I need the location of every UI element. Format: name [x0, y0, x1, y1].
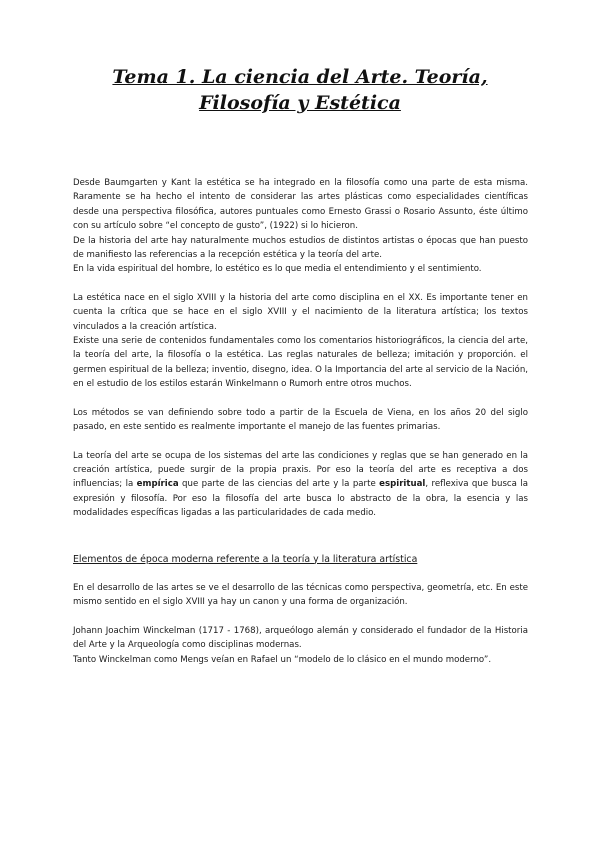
title-line-1: Tema 1. La ciencia del Arte. Teoría, [112, 66, 488, 88]
paragraph-spiritual-life: En la vida espiritual del hombre, lo estético es lo que media el entendimiento y el sentimiento. [73, 264, 482, 275]
spacer [73, 435, 528, 449]
paragraph-art-theory [73, 449, 528, 521]
spacer [73, 521, 528, 553]
spiritual-term: espiritual [379, 479, 426, 490]
paragraph-aesthetics-origin: La estética nace en el siglo XVIII y la historia del arte como disciplina en el XX. Es importante tener en cuenta la crítica que se hace en el siglo XVIII y el nacimiento de la literatura artística; los textos vinculados a la creación artística. [73, 292, 528, 332]
spacer [73, 567, 528, 581]
paragraph-methods: Los métodos se van definiendo sobre todo a partir de la Escuela de Viena, en los años 20 del siglo pasado, en este sentido es realmente importante el manejo de las fuentes primarias. [73, 407, 528, 433]
section-heading: Elementos de época moderna referente a la teoría y la literatura artística [73, 553, 418, 565]
spacer [73, 277, 528, 291]
art-theory-text-3: , reflexiva que busca la expresión y filosofía. Por eso la filosofía del arte busca lo abstracto de la obra, la esencia y las modalidades específicas ligadas a las particularidades de cada medio. [73, 479, 528, 519]
title-line-2: Filosofía y Estética [199, 92, 401, 114]
document-title [60, 64, 540, 116]
paragraph-mengs: Tanto Winckelman como Mengs veían en Rafael un “modelo de lo clásico en el mundo moderno”. [73, 654, 492, 665]
empirical-term: empírica [136, 479, 179, 490]
spacer [73, 392, 528, 406]
spacer [73, 610, 528, 624]
paragraph-fundamental-contents: Existe una serie de contenidos fundamentales como los comentarios historiográficos, la ciencia del arte, la teoría del arte, la filosofía o la estética. Las reglas naturales de belleza; imitación y proporción. el germen espiritual de la belleza; inventio, disegno, idea. O la Importancia del arte al servicio de la Nación, en el estudio de los estilos estarán Winkelmann o Rumorh entre otros muchos. [73, 336, 528, 390]
paragraph-winckelman: Johann Joachim Winckelman (1717 - 1768), arqueólogo alemán y considerado el fundador de la Historia del Arte y la Arqueología como disciplinas modernas. [73, 625, 528, 651]
art-theory-text-2: que parte de las ciencias del arte y la parte [178, 479, 380, 490]
art-theory-text-1: La teoría del arte se ocupa de los sistemas del arte las condiciones y reglas que se han generado en la creación artística, puede surgir de la propia praxis. Por eso la teoría del arte es receptiva a dos influencias; la [73, 450, 528, 490]
paragraph-techniques: En el desarrollo de las artes se ve el desarrollo de las técnicas como perspectiva, geometría, etc. En este mismo sentido en el siglo XVIII ya hay un canon y una forma de organización. [73, 582, 528, 608]
paragraph-history: De la historia del arte hay naturalmente muchos estudios de distintos artistas o épocas que han puesto de manifiesto las referencias a la recepción estética y la teoría del arte. [73, 235, 528, 261]
paragraph-intro: Desde Baumgarten y Kant la estética se ha integrado en la filosofía como una parte de esta misma. Raramente se ha hecho el intento de considerar las artes plásticas como especialidades científicas desde una perspectiva filosófica, autores puntuales como Ernesto Grassi o Rosario Assunto, éste último con su artículo sobre “el concepto de gusto”, (1922) si lo hicieron. [73, 178, 528, 232]
document-body [73, 176, 528, 667]
